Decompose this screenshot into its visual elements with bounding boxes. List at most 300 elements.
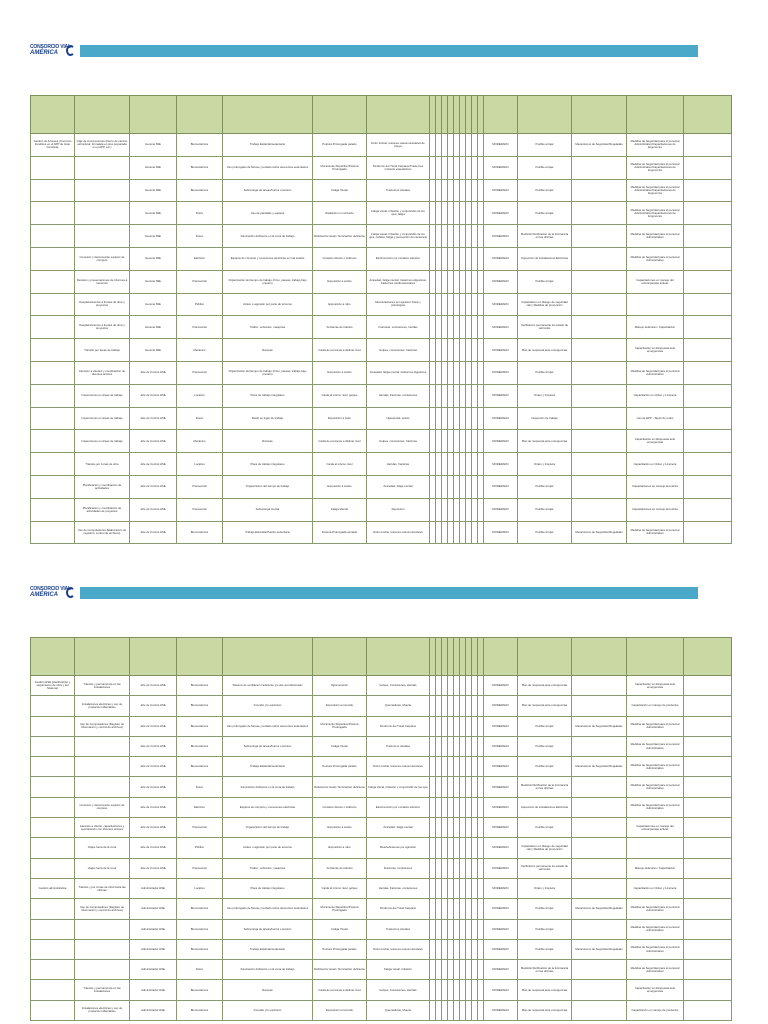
- acceptability-cell: Plan de respuesta ante emergencias: [518, 1000, 572, 1020]
- effect-cell: Heridas, fracturas, contusiones: [367, 384, 430, 407]
- effect-cell: Hipoacusia, estrés: [367, 407, 430, 430]
- activity-cell: [75, 919, 130, 939]
- hazard-description-cell: Rampas: [223, 430, 313, 453]
- hazard-class-cell: Psicosocial: [177, 270, 223, 293]
- table-row: [31, 339, 732, 362]
- role-cell: Administrador HSE: [130, 980, 177, 1000]
- acceptability-cell: Posible arrojar: [518, 939, 572, 959]
- activity-cell: Instalaciones eléctricas y uso de productos inflamables: [75, 1000, 130, 1020]
- hazard-class-cell: Biomecánicos: [177, 980, 223, 1000]
- effect-cell: Fatiga visual, irritación y conjuntivitis de los ojos, fatiga: [367, 202, 430, 225]
- activity-cell: Tránsito por zonas de obra: [75, 453, 130, 476]
- exposure-cell: Exposición a estrés: [313, 270, 367, 293]
- ppe-cell: [684, 430, 732, 453]
- risk-level-cell: MODERADO: [484, 179, 518, 202]
- effect-cell: Fatiga visual, irritación y conjuntivitis de los ojos, cefalea, fatiga y percepción de cansancio: [367, 225, 430, 248]
- group-cell: [31, 797, 75, 817]
- engineering-control-cell: [572, 475, 627, 498]
- admin-control-cell: Medidas de Seguridad para el personal Administrativo: [627, 757, 684, 777]
- exposure-cell: Movimiento Repetitivo/Postura Prolongada: [313, 716, 367, 736]
- header-cell: [223, 638, 313, 676]
- effect-cell: Heridas, fracturas, contusiones: [367, 878, 430, 898]
- hazard-class-cell: Biomecánicos: [177, 696, 223, 716]
- exposure-cell: Exposición a incendio: [313, 696, 367, 716]
- role-cell: Administrador HSE: [130, 1000, 177, 1020]
- exposure-cell: Exposición a robo: [313, 838, 367, 858]
- admin-control-cell: Capacitación en Respuesta ante emergencias: [627, 980, 684, 1000]
- risk-level-cell: MODERADO: [484, 696, 518, 716]
- effect-cell: Ansiedad, fatiga mental, trastornos digestivos: [367, 361, 430, 384]
- activity-cell: Conexión y desconexión equipos de cómputo: [75, 247, 130, 270]
- exposure-cell: Exposición a incendio: [313, 1000, 367, 1020]
- table-row: [31, 696, 732, 716]
- table-row: [31, 980, 732, 1000]
- table-row: [31, 736, 732, 756]
- admin-control-cell: Medidas de Seguridad para el personal Administrativo: [627, 777, 684, 797]
- hazard-description-cell: Organización del tiempo de trabajo: [223, 475, 313, 498]
- ppe-cell: [684, 696, 732, 716]
- hazard-description-cell: Uso prolongado de Mouse y teclado sobre elementos sedentarios: [223, 156, 313, 179]
- hazard-description-cell: Ruido en lugar de trabajo: [223, 407, 313, 430]
- engineering-control-cell: [572, 676, 627, 696]
- risk-level-cell: MODERADO: [484, 919, 518, 939]
- exposure-cell: Postura Prolongada parado: [313, 757, 367, 777]
- admin-control-cell: Capacitación en Respuesta ante emergencias: [627, 339, 684, 362]
- role-cell: Jefe de Control HSE: [130, 736, 177, 756]
- group-cell: [31, 156, 75, 179]
- group-cell: [31, 696, 75, 716]
- hazard-class-cell: Psicosocial: [177, 316, 223, 339]
- role-cell: Jefe de Control HSE: [130, 498, 177, 521]
- header-cell: [31, 638, 75, 676]
- role-cell: Jefe de Control HSE: [130, 384, 177, 407]
- admin-control-cell: Capacitación en Respuesta ante emergencias: [627, 430, 684, 453]
- hazard-description-cell: Organización del tiempo de trabajo: [223, 818, 313, 838]
- activity-cell: Viajes fuera de la zona: [75, 838, 130, 858]
- admin-control-cell: Medidas de Seguridad para el personal Administrativo/Capacitaciones de Ergonomía: [627, 156, 684, 179]
- header-cell: [627, 638, 684, 676]
- risk-level-cell: MODERADO: [484, 797, 518, 817]
- engineering-control-cell: [572, 293, 627, 316]
- ppe-cell: [684, 407, 732, 430]
- ppe-cell: [684, 339, 732, 362]
- hazard-description-cell: Equipos de cómputo y conexiones eléctricas: [223, 797, 313, 817]
- engineering-control-cell: Mecanismos de Seguridad Reguladas: [572, 757, 627, 777]
- engineering-control-cell: [572, 777, 627, 797]
- admin-control-cell: Capacitación en Orden y Limpieza: [627, 453, 684, 476]
- header-cell: [367, 638, 430, 676]
- effect-cell: Dolor lumbar, lesiones osteomusculares: [367, 939, 430, 959]
- role-cell: Jefe de Control HSE: [130, 361, 177, 384]
- effect-cell: Quemaduras, Muerte: [367, 1000, 430, 1020]
- effect-cell: Ansiedad, fatiga mental: [367, 818, 430, 838]
- engineering-control-cell: [572, 202, 627, 225]
- ppe-cell: [684, 475, 732, 498]
- hazard-description-cell: Pisos de trabajo irregulares: [223, 384, 313, 407]
- acceptability-cell: Orden y limpieza: [518, 384, 572, 407]
- acceptability-cell: Orden y limpieza: [518, 453, 572, 476]
- ppe-cell: [684, 225, 732, 248]
- admin-control-cell: Capacitación en Respuesta ante emergencias: [627, 676, 684, 696]
- group-cell: Gestión HSE (planificación y seguimiento de obra y del Sistema): [31, 676, 75, 696]
- acceptability-cell: Posible arrojar: [518, 919, 572, 939]
- admin-control-cell: Manejo defensivo / Capacitación: [627, 858, 684, 878]
- exposure-cell: Fatiga Visual: [313, 919, 367, 939]
- hazard-description-cell: Atraco o agresión por parte de terceros: [223, 293, 313, 316]
- admin-control-cell: [627, 838, 684, 858]
- table-row: [31, 777, 732, 797]
- engineering-control-cell: [572, 1000, 627, 1020]
- group-cell: [31, 247, 75, 270]
- effect-cell: Muerte/lesiones por agresión: [367, 838, 430, 858]
- hazard-description-cell: Trabajo Estándar/sedentario: [223, 757, 313, 777]
- engineering-control-cell: [572, 498, 627, 521]
- risk-level-cell: MODERADO: [484, 202, 518, 225]
- page-banner: [30, 43, 698, 61]
- risk-level-cell: MODERADO: [484, 757, 518, 777]
- exposure-cell: Caída al mismo nivel: [313, 453, 367, 476]
- table-row: [31, 361, 732, 384]
- acceptability-cell: Posible arrojar: [518, 521, 572, 544]
- header-cell: [75, 638, 130, 676]
- risk-level-cell: MODERADO: [484, 498, 518, 521]
- admin-control-cell: Capacitaciones en manejo del estrés: [627, 475, 684, 498]
- hazard-class-cell: Físico: [177, 777, 223, 797]
- header-cell: [484, 96, 518, 134]
- table-row: [31, 407, 732, 430]
- hazard-description-cell: Sistema de ventilación ineficiente y/o aire acondicionado: [223, 676, 313, 696]
- effect-cell: Síndrome del Túnel Carpiano: [367, 716, 430, 736]
- table-row: [31, 1000, 732, 1020]
- effect-cell: Dolor lumbar, lesiones osteomusculares de Apoyo: [367, 134, 430, 157]
- table-row: [31, 225, 732, 248]
- ppe-cell: [684, 179, 732, 202]
- risk-level-cell: MODERADO: [484, 361, 518, 384]
- admin-control-cell: Capacitación en Orden y Limpieza: [627, 878, 684, 898]
- risk-level-cell: MODERADO: [484, 453, 518, 476]
- role-cell: Administrador HSE: [130, 919, 177, 939]
- header-cell: [367, 96, 430, 134]
- risk-level-cell: MODERADO: [484, 521, 518, 544]
- ppe-cell: [684, 134, 732, 157]
- table-row: [31, 179, 732, 202]
- effect-cell: Electrocución por contacto eléctrico: [367, 247, 430, 270]
- acceptability-cell: Medición/Verificación de la luminancia en las oficinas: [518, 777, 572, 797]
- group-cell: [31, 939, 75, 959]
- table-body: [31, 638, 732, 1021]
- group-cell: [31, 225, 75, 248]
- effect-cell: Síndrome del Túnel Carpiano: [367, 899, 430, 919]
- hazard-class-cell: Biomecánicos: [177, 179, 223, 202]
- hazard-description-cell: Trabajo Estándar/Pupitre sedentario: [223, 521, 313, 544]
- engineering-control-cell: [572, 878, 627, 898]
- header-cell: [130, 96, 177, 134]
- exposure-cell: Deficiencia visual / Iluminación deficiente: [313, 960, 367, 980]
- hazard-class-cell: Psicosocial: [177, 361, 223, 384]
- table-body: [31, 96, 732, 544]
- exposure-cell: Aglomeración: [313, 676, 367, 696]
- activity-cell: [75, 179, 130, 202]
- activity-cell: Atención a cliente, capacitaciones y coordinación con diversos actores: [75, 818, 130, 838]
- hazard-description-cell: Trabajo Estándar/sedentario: [223, 134, 313, 157]
- admin-control-cell: Capacitaciones en manejo del estrés/pausas activas: [627, 818, 684, 838]
- activity-cell: Revisión y presentaciones de informes a Gerencia: [75, 270, 130, 293]
- ppe-cell: [684, 939, 732, 959]
- admin-control-cell: Capacitaciones en manejo del estrés: [627, 498, 684, 521]
- risk-level-cell: MODERADO: [484, 247, 518, 270]
- role-cell: Gerente MIE: [130, 270, 177, 293]
- header-cell: [627, 96, 684, 134]
- risk-level-cell: MODERADO: [484, 475, 518, 498]
- effect-cell: Ansiedad, fatiga mental: [367, 475, 430, 498]
- effect-cell: Golpes, Contusiones, Heridas: [367, 676, 430, 696]
- table-row: [31, 270, 732, 293]
- engineering-control-cell: [572, 384, 627, 407]
- risk-level-cell: MODERADO: [484, 1000, 518, 1020]
- acceptability-cell: Inspección de instalaciones Eléctricas: [518, 247, 572, 270]
- role-cell: Gerente MIE: [130, 156, 177, 179]
- acceptability-cell: Plan de respuesta ante emergencias: [518, 980, 572, 1000]
- acceptability-cell: Inspección de trabajo: [518, 407, 572, 430]
- acceptability-cell: Plan de respuesta ante emergencias: [518, 339, 572, 362]
- activity-cell: Uso de Computadores (Registro de información y control de archivos): [75, 899, 130, 919]
- table-row: [31, 247, 732, 270]
- exposure-cell: Postura Prolongada parado: [313, 134, 367, 157]
- acceptability-cell: Plan de respuesta ante emergencias: [518, 430, 572, 453]
- hazard-class-cell: Biomecánicos: [177, 736, 223, 756]
- ppe-cell: [684, 293, 732, 316]
- risk-level-cell: MODERADO: [484, 430, 518, 453]
- risk-level-cell: MODERADO: [484, 960, 518, 980]
- table-row: [31, 316, 732, 339]
- engineering-control-cell: [572, 270, 627, 293]
- activity-cell: [75, 939, 130, 959]
- header-cell: [684, 638, 732, 676]
- hazard-description-cell: Iluminación deficiente en la zona de trabajo: [223, 960, 313, 980]
- risk-level-cell: MODERADO: [484, 716, 518, 736]
- ppe-cell: [684, 270, 732, 293]
- group-cell: [31, 361, 75, 384]
- admin-control-cell: Medidas de Seguridad para el personal Administrativo: [627, 361, 684, 384]
- header-cell: [177, 638, 223, 676]
- group-cell: [31, 384, 75, 407]
- header-stripe: [80, 45, 698, 57]
- effect-cell: Electrocución por contacto eléctrico: [367, 797, 430, 817]
- activity-cell: [75, 757, 130, 777]
- header-cell: [313, 638, 367, 676]
- activity-cell: [75, 202, 130, 225]
- hazard-class-cell: Público: [177, 838, 223, 858]
- engineering-control-cell: [572, 696, 627, 716]
- engineering-control-cell: [572, 361, 627, 384]
- hazard-description-cell: Organización del tiempo de trabajo (ritmo, pausas, trabajo bajo presión): [223, 270, 313, 293]
- hazard-description-cell: Tráfico, vehículos, maquinas: [223, 858, 313, 878]
- hazard-class-cell: Biomecánicos: [177, 676, 223, 696]
- engineering-control-cell: [572, 247, 627, 270]
- hazard-class-cell: Psicosocial: [177, 498, 223, 521]
- exposure-cell: Postura Prolongada sentado: [313, 521, 367, 544]
- group-cell: [31, 757, 75, 777]
- role-cell: Gerente MIE: [130, 247, 177, 270]
- hazard-description-cell: Pisos de trabajo irregulares: [223, 453, 313, 476]
- acceptability-cell: Posible arrojar: [518, 716, 572, 736]
- group-cell: Gestión de Accesos (Concreto Fundidos en el APP de Gran Cordoba): [31, 134, 75, 157]
- hazard-description-cell: Sobrecarga mental: [223, 498, 313, 521]
- table-row: [31, 939, 732, 959]
- admin-control-cell: Medidas de Seguridad para el personal Administrativo: [627, 225, 684, 248]
- header-cell: [572, 638, 627, 676]
- admin-control-cell: Capacitación en manejo de productos: [627, 1000, 684, 1020]
- risk-level-cell: MODERADO: [484, 858, 518, 878]
- group-cell: [31, 521, 75, 544]
- role-cell: Gerente MIE: [130, 134, 177, 157]
- effect-cell: Trastornos visuales: [367, 736, 430, 756]
- group-cell: [31, 838, 75, 858]
- role-cell: Jefe de Control HSE: [130, 475, 177, 498]
- activity-cell: Inspecciones en áreas de trabajo: [75, 407, 130, 430]
- header-cell: [75, 96, 130, 134]
- engineering-control-cell: [572, 316, 627, 339]
- role-cell: Gerente MIE: [130, 225, 177, 248]
- effect-cell: Trastornos visuales: [367, 919, 430, 939]
- risk-level-cell: MODERADO: [484, 899, 518, 919]
- role-cell: Jefe de Control HSE: [130, 453, 177, 476]
- hazard-description-cell: Atraco o agresión por parte de terceros: [223, 838, 313, 858]
- ppe-cell: [684, 818, 732, 838]
- role-cell: Gerente MIE: [130, 316, 177, 339]
- acceptability-cell: Posible arrojar: [518, 475, 572, 498]
- company-logo: CONSORCIO VIAL AMÉRICA: [30, 44, 76, 59]
- header-cell: [313, 96, 367, 134]
- engineering-control-cell: [572, 430, 627, 453]
- hazard-description-cell: Rampas: [223, 339, 313, 362]
- exposure-cell: Fatiga Mental: [313, 498, 367, 521]
- table-row: [31, 498, 732, 521]
- page-banner: [30, 585, 698, 603]
- hazard-class-cell: Locativo: [177, 878, 223, 898]
- engineering-control-cell: [572, 179, 627, 202]
- effect-cell: Golpes, contusiones, fracturas: [367, 430, 430, 453]
- hazard-class-cell: Biomecánicos: [177, 716, 223, 736]
- table-header-row: [31, 638, 732, 676]
- hazard-class-cell: Físico: [177, 225, 223, 248]
- risk-level-cell: MODERADO: [484, 838, 518, 858]
- acceptability-cell: Orden y limpieza: [518, 878, 572, 898]
- role-cell: Jefe de Control HSE: [130, 757, 177, 777]
- table-row: [31, 475, 732, 498]
- activity-cell: [75, 736, 130, 756]
- ppe-cell: [684, 960, 732, 980]
- ppe-cell: [684, 757, 732, 777]
- engineering-control-cell: Mecanismos de Seguridad Reguladas: [572, 939, 627, 959]
- group-cell: [31, 960, 75, 980]
- admin-control-cell: Medidas de Seguridad para el personal Administrativo: [627, 716, 684, 736]
- exposure-cell: Accidente de tránsito: [313, 316, 367, 339]
- activity-cell: [75, 777, 130, 797]
- role-cell: Jefe de Control HSE: [130, 838, 177, 858]
- acceptability-cell: Capacitación en Riesgo de seguridad vial y Medidas de prevención: [518, 293, 572, 316]
- engineering-control-cell: Mecanismos de Seguridad Reguladas: [572, 521, 627, 544]
- ppe-cell: [684, 384, 732, 407]
- group-cell: [31, 919, 75, 939]
- effect-cell: Fracturas, contusiones, heridas: [367, 316, 430, 339]
- header-cell: [484, 638, 518, 676]
- effect-cell: Depresión: [367, 498, 430, 521]
- risk-level-cell: MODERADO: [484, 384, 518, 407]
- role-cell: Administrador HSE: [130, 939, 177, 959]
- sheet-page-1: [30, 43, 698, 536]
- acceptability-cell: Plan de respuesta ante emergencias: [518, 676, 572, 696]
- acceptability-cell: Posible arrojar: [518, 498, 572, 521]
- hazard-class-cell: Biomecánicos: [177, 899, 223, 919]
- admin-control-cell: Medidas de Seguridad para el personal Administrativo: [627, 521, 684, 544]
- group-cell: [31, 475, 75, 498]
- engineering-control-cell: [572, 919, 627, 939]
- header-cell: [223, 96, 313, 134]
- hazard-class-cell: Biomecánicos: [177, 919, 223, 939]
- exposure-cell: Caída al mismo nivel, golpes: [313, 384, 367, 407]
- ppe-cell: [684, 453, 732, 476]
- activity-cell: Tránsito por áreas de trabajo: [75, 339, 130, 362]
- hazard-class-cell: Eléctrico: [177, 247, 223, 270]
- exposure-cell: Deficiencia visual / Iluminación deficiente: [313, 777, 367, 797]
- hazard-description-cell: Equipos de cómputo y conexiones eléctricas en mal estado: [223, 247, 313, 270]
- acceptability-cell: Posible arrojar: [518, 361, 572, 384]
- acceptability-cell: Posible arrojar: [518, 179, 572, 202]
- table-row: [31, 384, 732, 407]
- table-row: [31, 202, 732, 225]
- table-row: [31, 430, 732, 453]
- role-cell: Gerente MIE: [130, 293, 177, 316]
- activity-cell: Uso de Computadores (Registro de información y control de archivos): [75, 716, 130, 736]
- effect-cell: Fracturas, contusiones: [367, 858, 430, 878]
- hazard-description-cell: Uso prolongado de Mouse y teclado sobre elementos sedentarios: [223, 716, 313, 736]
- ppe-cell: [684, 777, 732, 797]
- hazard-description-cell: Trabajo Estándar/sedentario: [223, 939, 313, 959]
- acceptability-cell: Posible arrojar: [518, 899, 572, 919]
- header-cell: [518, 638, 572, 676]
- acceptability-cell: Medición/Verificación de la luminancia en las oficinas: [518, 225, 572, 248]
- table-row: [31, 818, 732, 838]
- hazard-description-cell: Iluminación deficiente en la zona de trabajo: [223, 225, 313, 248]
- risk-level-cell: MODERADO: [484, 293, 518, 316]
- activity-cell: Conexión y desconexión equipos de cómputo: [75, 797, 130, 817]
- effect-cell: Dolor lumbar, lesiones osteomusculares: [367, 757, 430, 777]
- activity-cell: Uso de Computadores (Elaboración de registros, control de archivos): [75, 521, 130, 544]
- activity-cell: Inspecciones en áreas de trabajo: [75, 384, 130, 407]
- effect-cell: Fatiga visual, irritación y conjuntivitis de los ojos: [367, 777, 430, 797]
- group-cell: [31, 202, 75, 225]
- admin-control-cell: Medidas de Seguridad para el personal Administrativo/Capacitaciones de Ergonomía: [627, 134, 684, 157]
- activity-cell: Inspecciones en áreas de trabajo: [75, 430, 130, 453]
- table-row: [31, 919, 732, 939]
- role-cell: Jefe de Control HSE: [130, 777, 177, 797]
- group-cell: [31, 716, 75, 736]
- hazard-class-cell: Mecánico: [177, 430, 223, 453]
- table-row: [31, 521, 732, 544]
- acceptability-cell: Capacitación en Riesgo de seguridad vial y Medidas de prevención: [518, 838, 572, 858]
- ppe-cell: [684, 899, 732, 919]
- acceptability-cell: Plan de respuesta ante emergencias: [518, 696, 572, 716]
- role-cell: Gerente MIE: [130, 339, 177, 362]
- hazard-class-cell: Biomecánicos: [177, 521, 223, 544]
- exposure-cell: Radiación no ionizante: [313, 202, 367, 225]
- ppe-cell: [684, 316, 732, 339]
- role-cell: Jefe de Control HSE: [130, 797, 177, 817]
- acceptability-cell: Inspección de instalaciones Eléctricas: [518, 797, 572, 817]
- role-cell: Administrador HSE: [130, 960, 177, 980]
- effect-cell: Síndrome del Túnel Carpiano/Trastornos músculo esqueléticos: [367, 156, 430, 179]
